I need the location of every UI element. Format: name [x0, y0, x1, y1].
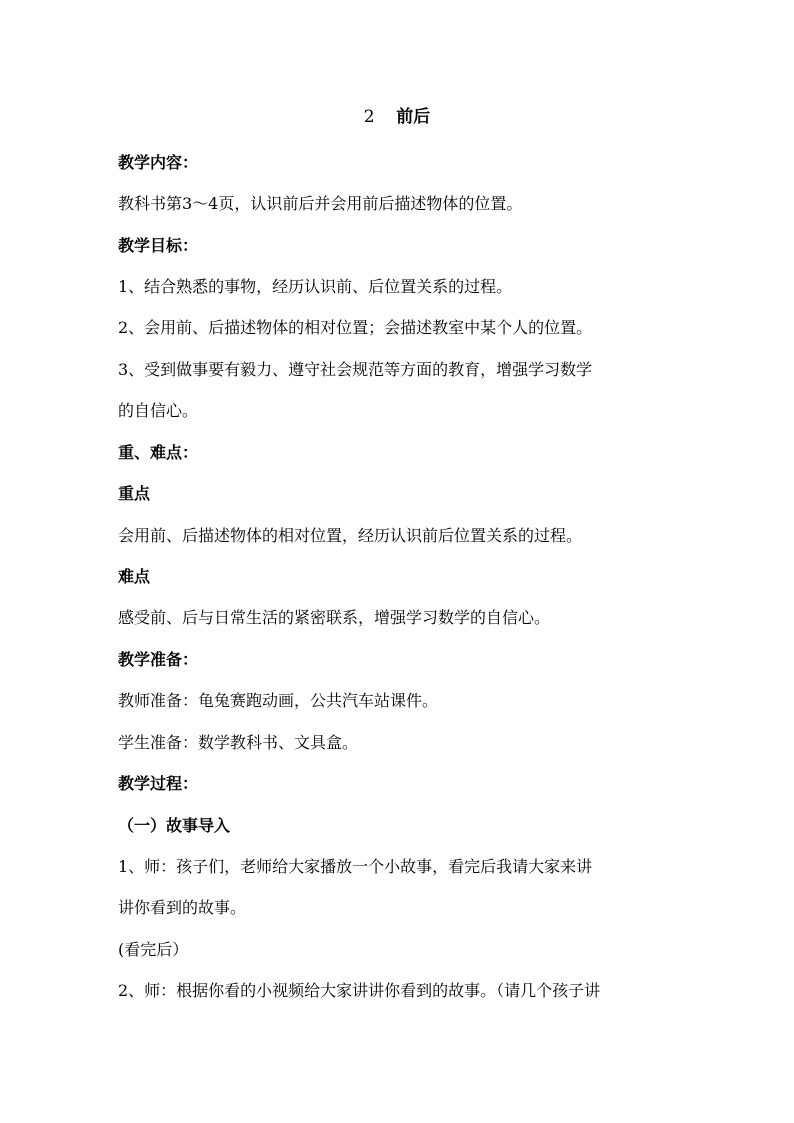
heading-step-1: （一）故事导入 [118, 816, 231, 835]
goal-item-1: 1、结合熟悉的事物，经历认识前、后位置关系的过程。 [118, 277, 513, 296]
heading-key-difficult-points: 重、难点： [118, 443, 199, 462]
paragraph-teacher-preparation: 教师准备：龟兔赛跑动画，公共汽车站课件。 [118, 691, 439, 710]
paragraph-teaching-content: 教科书第3～4页，认识前后并会用前后描述物体的位置。 [118, 194, 523, 213]
page-title [0, 104, 794, 130]
heading-teaching-process: 教学过程： [118, 774, 199, 793]
heading-teaching-goals: 教学目标： [118, 236, 199, 255]
step-1-note: (看完后） [118, 940, 189, 959]
paragraph-key-point: 会用前、后描述物体的相对位置，经历认识前后位置关系的过程。 [118, 526, 583, 545]
label-key-point: 重点 [118, 484, 151, 503]
paragraph-student-preparation: 学生准备：数学教科书、文具盒。 [118, 733, 359, 752]
goal-item-3-line-1: 3、受到做事要有毅力、遵守社会规范等方面的教育，增强学习数学 [118, 360, 593, 379]
title-number: 2 [363, 107, 375, 127]
label-difficulty: 难点 [118, 567, 151, 586]
heading-teaching-preparation: 教学准备： [118, 650, 199, 669]
step-1-item-2-line-1: 2、师：根据你看的小视频给大家讲讲你看到的故事。（请几个孩子讲 [118, 981, 601, 1000]
paragraph-difficulty: 感受前、后与日常生活的紧密联系，增强学习数学的自信心。 [118, 608, 551, 627]
goal-item-2: 2、会用前、后描述物体的相对位置；会描述教室中某个人的位置。 [118, 318, 593, 337]
heading-teaching-content: 教学内容： [118, 153, 199, 172]
step-1-item-1-line-1: 1、师：孩子们，老师给大家播放一个小故事，看完后我请大家来讲 [118, 857, 593, 876]
title-text: 前后 [396, 107, 431, 127]
goal-item-3-line-2: 的自信心。 [118, 401, 199, 420]
step-1-item-1-line-2: 讲你看到的故事。 [118, 898, 247, 917]
